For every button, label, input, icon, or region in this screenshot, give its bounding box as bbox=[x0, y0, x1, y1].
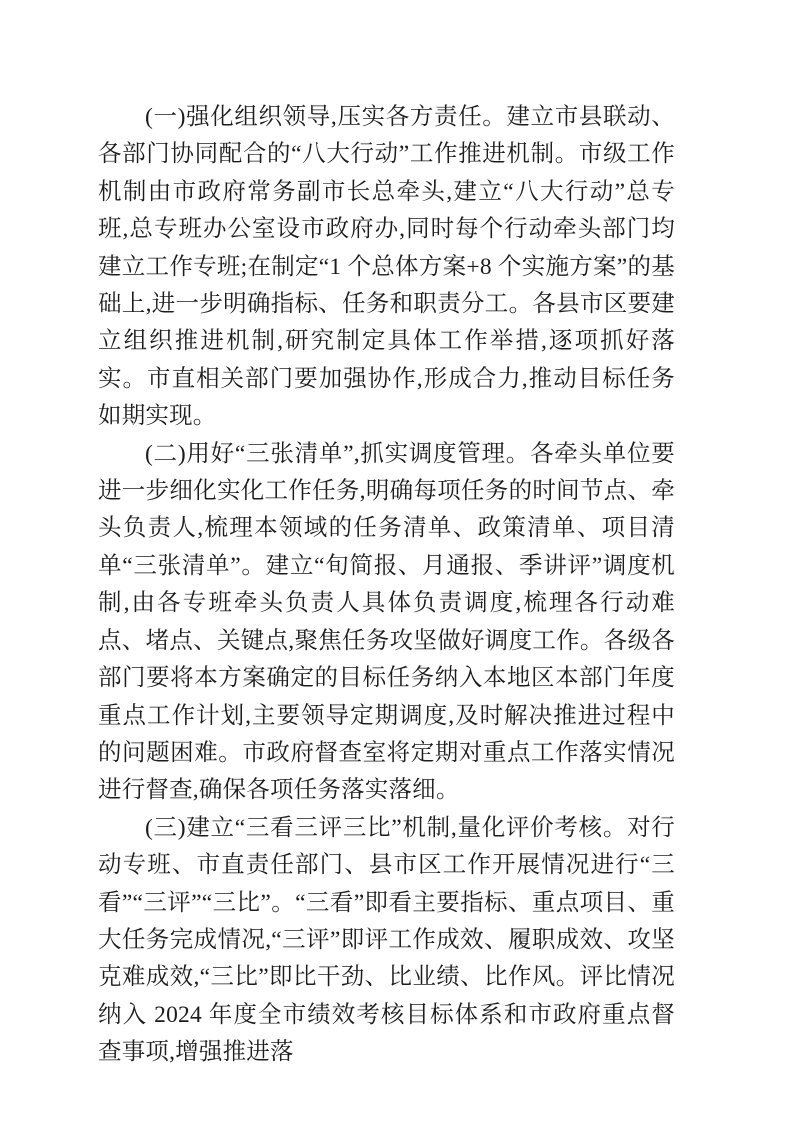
paragraph-3-lead: (三)建立“三看三评三比”机制,量化评价考核。 bbox=[145, 814, 628, 841]
paragraph-2 bbox=[98, 436, 675, 810]
document-body bbox=[98, 99, 675, 1072]
paragraph-2-text: 各牵头单位要进一步细化实化工作任务,明确每项任务的时间节点、牵头负责人,梳理本领域的任务清单、政策清单、项目清单“三张清单”。建立“旬简报、月通报、季讲评”调度机制,由各专班牵头负责人具体负责调度,梳理各行动难点、堵点、关键点,聚焦任务攻坚做好调度工作。各级各部门要将本方案确定的目标任务纳入本地区本部门年度重点工作计划,主要领导定期调度,及时解决推进过程中的问题困难。市政府督查室将定期对重点工作落实情况进行督查,确保各项任务落实落细。 bbox=[98, 440, 676, 804]
paragraph-2-lead: (二)用好“三张清单”,抓实调度管理。 bbox=[145, 440, 531, 467]
paragraph-3 bbox=[98, 810, 675, 1072]
paragraph-1 bbox=[98, 99, 675, 436]
paragraph-1-lead: (一)强化组织领导,压实各方责任。 bbox=[145, 104, 507, 130]
paragraph-3-text: 对行动专班、市直责任部门、县市区工作开展情况进行“三看”“三评”“三比”。“三看”即看主要指标、重点项目、重大任务完成情况,“三评”即评工作成效、履职成效、攻坚克难成效,“三比”即比干劲、比业绩、比作风。评比情况纳入 2024 年度全市绩效考核目标体系和市政府重点督查事项,增强推进落 bbox=[98, 814, 675, 1066]
paragraph-1-text: 建立市县联动、各部门协同配合的“八大行动”工作推进机制。市级工作机制由市政府常务副市长总牵头,建立“八大行动”总专班,总专班办公室设市政府办,同时每个行动牵头部门均建立工作专班;在制定“1 个总体方案+8 个实施方案”的基础上,进一步明确指标、任务和职责分工。各县市区要建立组织推进机制,研究制定具体工作举措,逐项抓好落实。市直相关部门要加强协作,形成合力,推动目标任务如期实现。 bbox=[98, 104, 675, 430]
